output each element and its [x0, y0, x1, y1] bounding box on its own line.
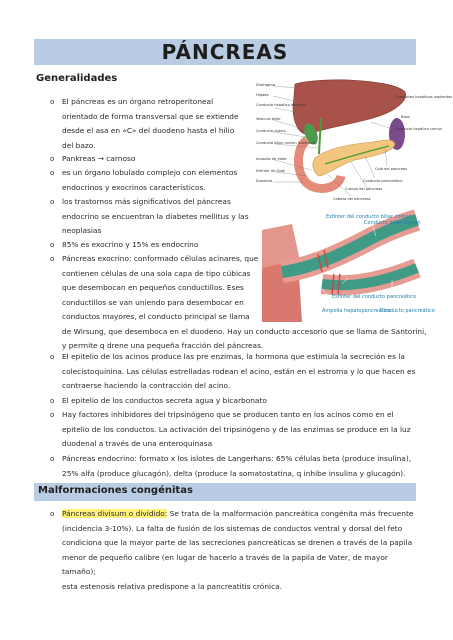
section-heading-generalidades: Generalidades [36, 73, 118, 84]
generalidades-line: Hay factores inhibidores del tripsinógeno que se producen tanto en los acinos como en el [62, 410, 394, 419]
fig1-rlabel-6: Cabeza del páncreas [333, 197, 371, 201]
bullet-marker: o [50, 353, 55, 361]
generalidades-line: Pankreas → carnoso [62, 154, 136, 163]
bullet-marker: o [50, 155, 55, 163]
fig2-label-3: Ampolla hepatopancreática [322, 308, 391, 314]
malformaciones-line-0-text: Se trata de la malformación pancreática congénita más frecuente [167, 509, 414, 518]
generalidades-item [50, 166, 238, 195]
fig1-label-1: Hígado [256, 93, 269, 97]
bullet-marker: o [50, 397, 55, 405]
generalidades-line: 85% es exocrino y 15% es endocrino [62, 240, 199, 249]
bullet-marker: o [50, 510, 55, 518]
generalidades-item [50, 350, 416, 394]
generalidades-line: endocrinos y exocrinos característicos. [62, 182, 206, 192]
bullet-marker: o [50, 169, 55, 177]
bullet-marker: o [50, 241, 55, 249]
generalidades-item [50, 394, 267, 409]
malformaciones-item [50, 507, 416, 594]
generalidades-line: colecistoquinina. Las células estrelladas rodean el acino, están en el estroma y lo que hacen es [62, 366, 416, 376]
generalidades-item [50, 452, 412, 481]
page-title: PÁNCREAS [161, 40, 289, 64]
generalidades-item [50, 408, 411, 452]
generalidades-line: desde el asa en «C» del duodeno hasta el hilio [62, 126, 235, 135]
generalidades-line: 25% alfa (produce glucagón), delta (produce la somatostatina, q inhibe insulina y glucagón). [62, 468, 406, 478]
bullet-marker: o [50, 255, 55, 263]
generalidades-line: Páncreas exocrino: conformado células acinares, que [62, 254, 259, 263]
generalidades-item [50, 195, 249, 239]
generalidades-line: El epitelio de los conductos secreta agua y bicarbonato [62, 396, 267, 405]
generalidades-line: que desembocan en pequeños conductillos. Eses [62, 283, 244, 292]
generalidades-line: duodenal a través de una enteroquinasa [62, 439, 213, 448]
fig1-label-7: Esfínter de Oddi [256, 169, 285, 173]
fig1-rlabel-0: Conductos hepáticos izquierdos [395, 95, 453, 99]
generalidades-item [50, 95, 239, 153]
sphincter-figure [262, 210, 435, 322]
generalidades-line: de Wirsung, que desemboca en el duodeno. Hay un conducto accesorio que se llama de Santorini, [62, 326, 427, 336]
title-band [34, 39, 416, 65]
generalidades-line: y permite q drene una pequeña fracción del páncreas. [62, 341, 264, 350]
generalidades-line: conductos mayores, el conducto principal se llama [62, 312, 250, 321]
fig2-label-2: Esfínter del conducto pancreático [332, 294, 417, 300]
generalidades-line: endocrino se encuentran la diabetes mellitus y las [62, 211, 249, 221]
fig1-label-4: Conducto cístico [256, 129, 286, 133]
generalidades-line: orientado de forma transversal que se extiende [62, 111, 239, 121]
fig1-label-2: Conducto hepático derecho [256, 103, 306, 107]
bullet-marker: o [50, 198, 55, 206]
generalidades-item [50, 238, 199, 253]
malformaciones-line-0 [62, 507, 416, 522]
generalidades-line: Páncreas endocrino: formato x los islotes de Langerhans: 65% células beta (produce insulina), [62, 454, 412, 463]
bullet-marker: o [50, 98, 55, 106]
fig2-label-0: Esfínter del conducto biliar común [326, 214, 412, 220]
generalidades-line: El páncreas es un órgano retroperitoneal [62, 97, 214, 106]
fig2-label-1: Conducto biliar común [364, 220, 421, 226]
generalidades-line: El epitelio de los acinos produce las pre enzimas, la hormona que estimula la secreción es la [62, 352, 405, 361]
generalidades-line: neoplasias [62, 226, 102, 235]
generalidades-item [50, 152, 136, 167]
generalidades-line: conductillos se van uniendo para desembocar en [62, 297, 244, 307]
malformaciones-line-1: (incidencia 3-10%). La falta de fusión de los sistemas de conductos ventral y dorsal del feto [62, 523, 403, 533]
malformaciones-line-2: condiciona que la mayor parte de las secreciones pancreáticas se drenen a través de la papila [62, 538, 413, 547]
generalidades-line: los trastornos más significativos del páncreas [62, 197, 231, 206]
highlighted-term: Páncreas divisum o dividido: [62, 509, 168, 518]
fig1-rlabel-4: Cuerpo del páncreas [345, 187, 383, 191]
generalidades-line: del bazo. [62, 140, 96, 150]
fig1-label-8: Duodeno [256, 179, 273, 183]
malformaciones-line-3: menor de pequeño calibre (en lugar de hacerlo a través de la papila de Vater, de mayor tamaño); [62, 552, 388, 576]
bullet-marker: o [50, 455, 55, 463]
fig1-label-6: Ampolla de Vater [256, 157, 287, 161]
fig1-label-5: Conducto biliar común (colédoco) [256, 141, 317, 145]
fig1-rlabel-1: Bazo [401, 115, 410, 119]
malformaciones-line-4: esta estenosis relativa predispone a la pancreatitis crónica. [62, 581, 283, 591]
malformaciones-heading-band [34, 483, 416, 501]
generalidades-line: epitelio de los conductos. La activación del tripsinógeno y de las enzimas se produce en la luz [62, 424, 411, 434]
section-heading-malformaciones: Malformaciones congénitas [38, 485, 193, 496]
generalidades-line: contienen células de una sola capa de tipo cúbicas [62, 268, 251, 278]
fig1-rlabel-2: Conducto hepático común [395, 127, 443, 131]
generalidades-line: es un órgano lobulado complejo con elementos [62, 168, 238, 177]
fig2-label-4: Conducto pancreático [380, 308, 435, 314]
fig1-label-3: Vesícula biliar [256, 117, 281, 121]
fig1-label-0: Diafragma [256, 83, 275, 87]
fig1-rlabel-5: Conducto pancreático [363, 179, 403, 183]
fig1-rlabel-3: Cola del páncreas [375, 167, 408, 171]
pancreas-anatomy-figure [255, 78, 453, 210]
generalidades-line: contraerse haciendo la contracción del acino. [62, 381, 231, 390]
bullet-marker: o [50, 411, 55, 419]
